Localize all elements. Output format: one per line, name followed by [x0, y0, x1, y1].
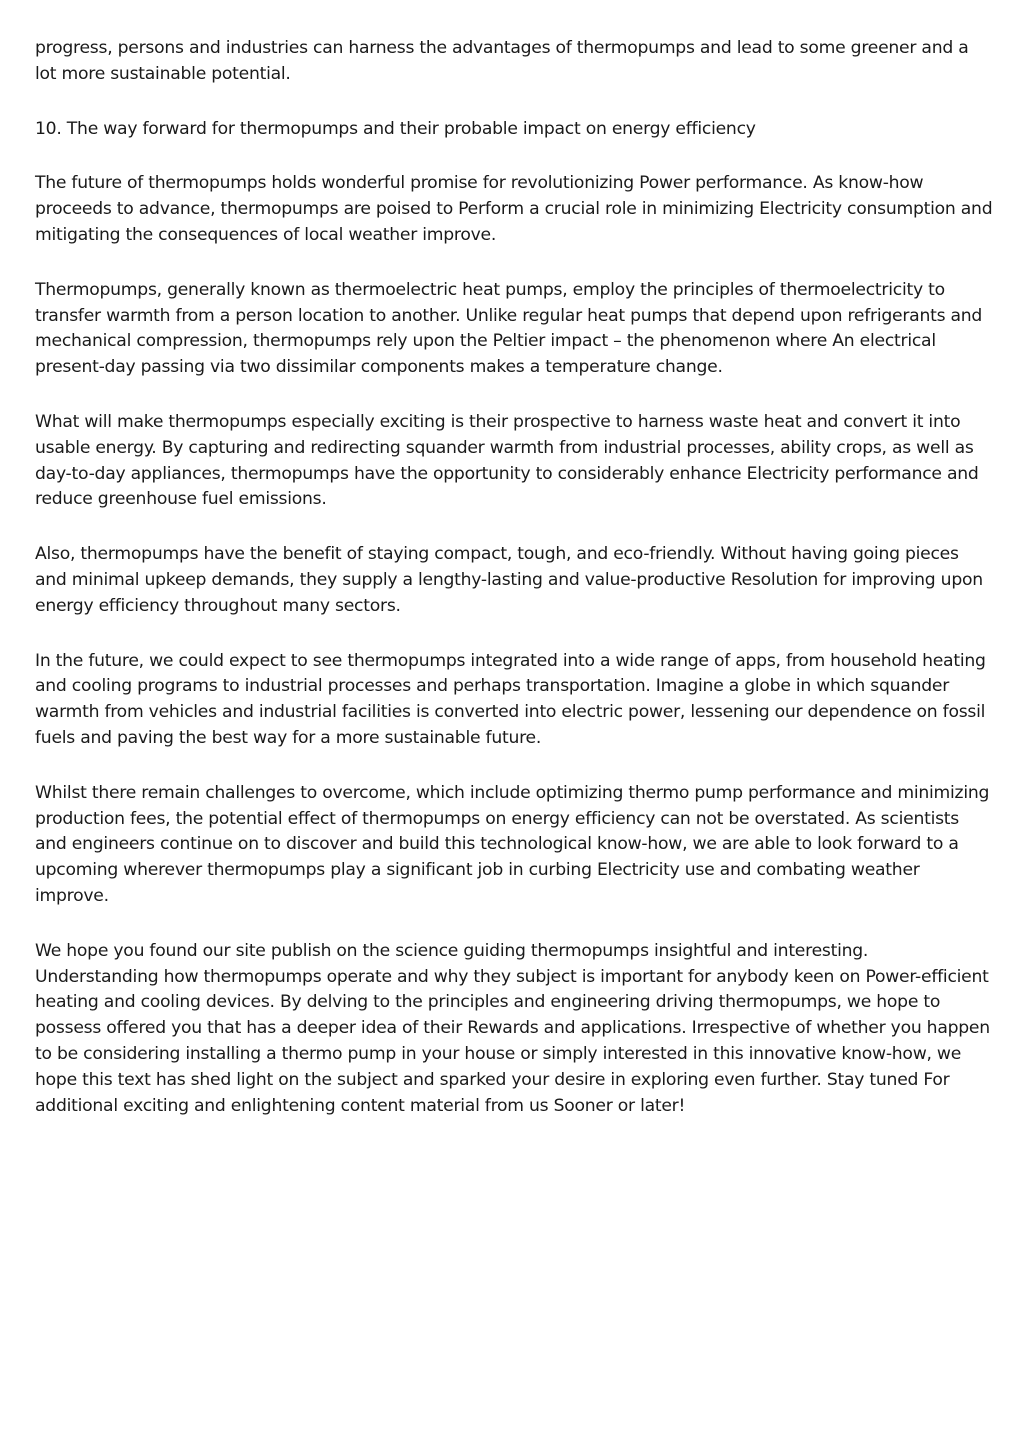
- section-heading: 10. The way forward for thermopumps and their probable impact on energy efficiency: [35, 118, 756, 139]
- document-page: [35, 36, 993, 1148]
- paragraph-thermoelectric-definition: Thermopumps, generally known as thermoelectric heat pumps, employ the principles of thermoelectricity to transfer warmth from a person location to another. Unlike regular heat pumps that depend upon refrigerants and mechanical compression, thermopumps rely upon the Peltier impact – the phenomenon where An electrical present-day passing via two dissimilar components makes a temperature change.: [35, 279, 983, 378]
- paragraph-applications: In the future, we could expect to see thermopumps integrated into a wide range of apps, from household heating and cooling programs to industrial processes and perhaps transportation. Imagine a globe in which squander warmth from vehicles and industrial facilities is converted into electric power, lessening our dependence on fossil fuels and paving the best way for a more sustainable future.: [35, 650, 986, 748]
- paragraph-challenges: Whilst there remain challenges to overcome, which include optimizing thermo pump performance and minimizing production fees, the potential effect of thermopumps on energy efficiency can not be overstated. As scientists and engineers continue on to discover and build this technological know-how, we are able to look forward to a upcoming wherever thermopumps play a significant job in curbing Electricity use and combating weather improve.: [35, 782, 990, 906]
- paragraph-benefits: Also, thermopumps have the benefit of staying compact, tough, and eco-friendly. Without having going pieces and minimal upkeep demands, they supply a lengthy-lasting and value-productive Resolution for improving upon energy efficiency throughout many sectors.: [35, 544, 983, 616]
- paragraph-future-promise: The future of thermopumps holds wonderful promise for revolutionizing Power performance. As know-how proceeds to advance, thermopumps are poised to Perform a crucial role in minimizing Electricity consumption and mitigating the consequences of local weather improve.: [35, 173, 993, 245]
- paragraph-closing: We hope you found our site publish on the science guiding thermopumps insightful and interesting. Understanding how thermopumps operate and why they subject is important for anybody keen on Power-efficient heating and cooling devices. By delving to the principles and engineering driving thermopumps, we hope to possess offered you that has a deeper idea of their Rewards and applications. Irrespective of whether you happen to be considering installing a thermo pump in your house or simply interested in this innovative know-how, we hope this text has shed light on the subject and sparked your desire in exploring even further. Stay tuned For additional exciting and enlightening content material from us Sooner or later!: [35, 940, 990, 1116]
- paragraph-waste-heat: What will make thermopumps especially exciting is their prospective to harness waste heat and convert it into usable energy. By capturing and redirecting squander warmth from industrial processes, ability crops, as well as day-to-day appliances, thermopumps have the opportunity to considerably enhance Electricity performance and reduce greenhouse fuel emissions.: [35, 411, 979, 510]
- paragraph-continuation: progress, persons and industries can harness the advantages of thermopumps and lead to some greener and a lot more sustainable potential.: [35, 38, 969, 84]
